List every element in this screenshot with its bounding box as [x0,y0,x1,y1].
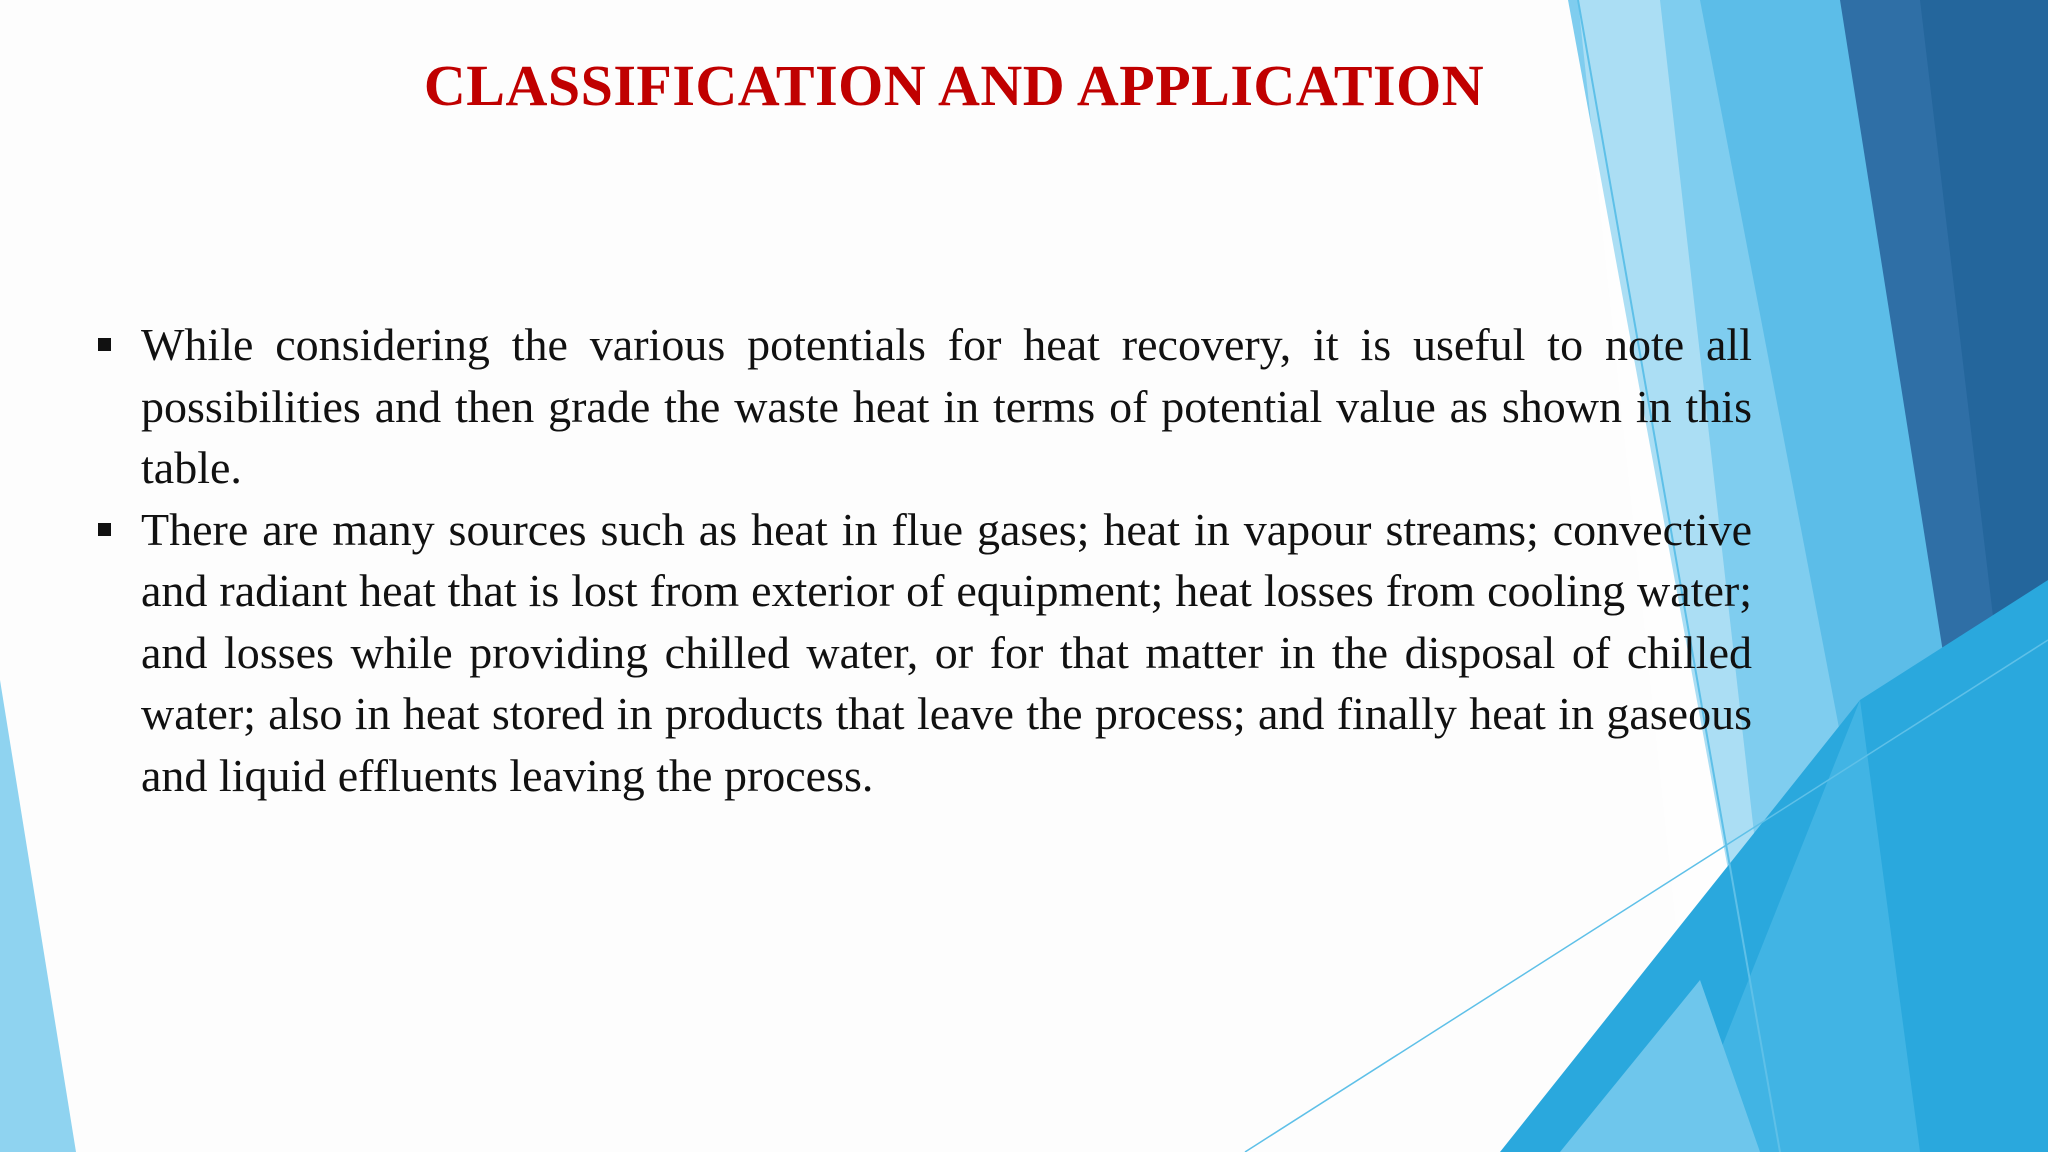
square-bullet-icon [98,523,111,536]
slide-title: CLASSIFICATION AND APPLICATION [423,53,1485,118]
bullet-list [92,314,1752,806]
bullet-text: While considering the various potentials for heat recovery, it is useful to note all possibilities and then grade the waste heat in terms of potential value as shown in this table. [141,319,1752,493]
square-bullet-icon [98,338,111,351]
bullet-text: There are many sources such as heat in flue gases; heat in vapour streams; convective and radiant heat that is lost from exterior of equipment; heat losses from cooling water; and losses while providing chilled water, or for that matter in the disposal of chilled water; also in heat stored in products that leave the process; and finally heat in gaseous and liquid effluents leaving the process. [141,503,1752,801]
bullet-item [92,314,1752,499]
left-accent-shape [0,680,76,1152]
bullet-item [92,499,1752,807]
